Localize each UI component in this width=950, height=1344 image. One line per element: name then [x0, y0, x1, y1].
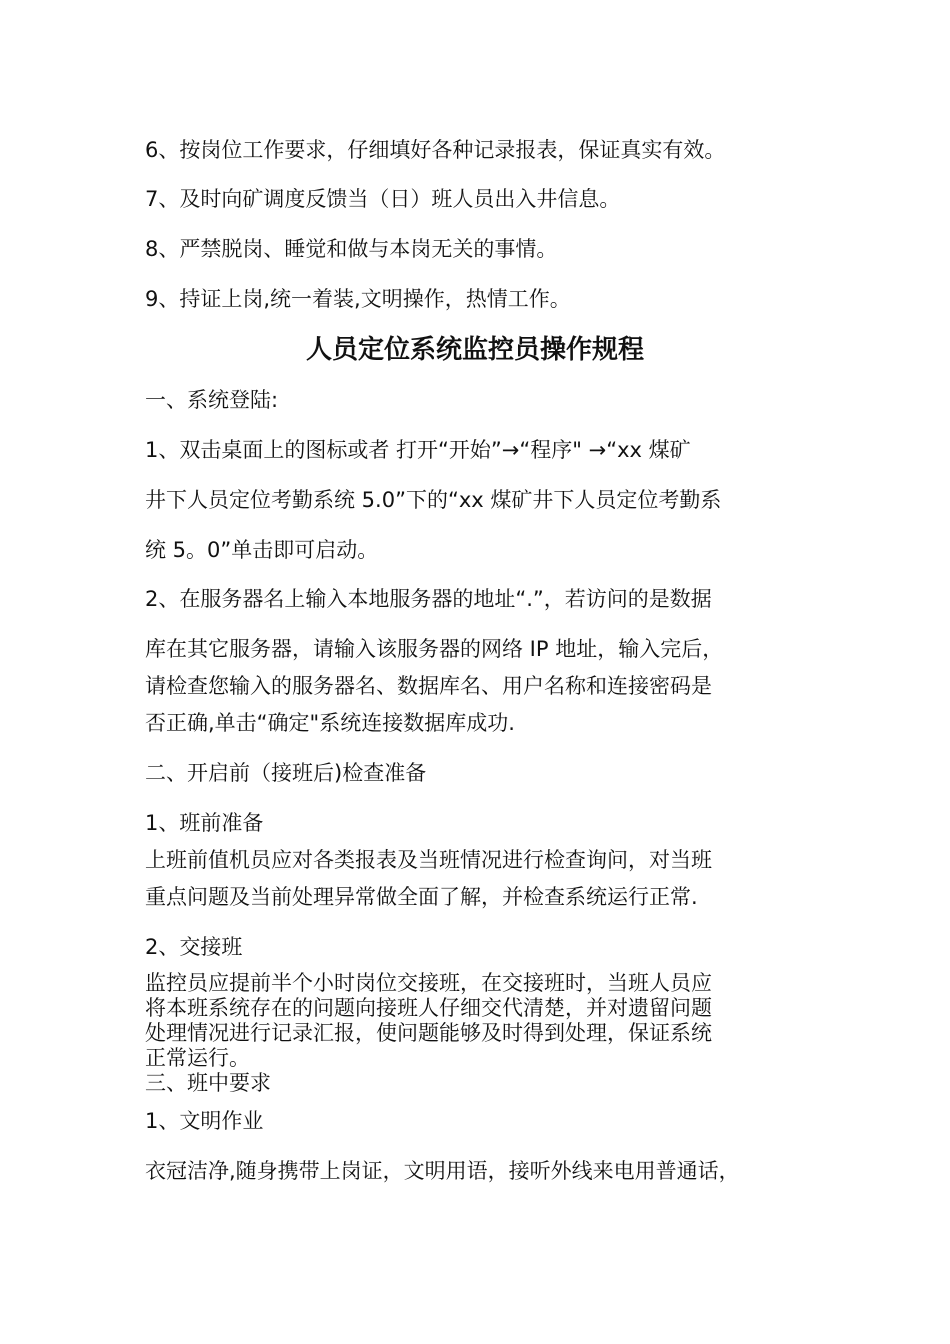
section-3-heading: 三、班中要求	[145, 1071, 271, 1095]
section-3-sub-1-heading: 1、文明作业	[145, 1109, 264, 1133]
list-item-6: 6、按岗位工作要求，仔细填好各种记录报表，保证真实有效。	[145, 138, 726, 162]
section-1-heading: 一、系统登陆:	[145, 388, 279, 412]
step-2-line-2: 库在其它服务器，请输入该服务器的网络 IP 地址，输入完后，	[145, 637, 724, 661]
list-item-7: 7、及时向矿调度反馈当（日）班人员出入井信息。	[145, 187, 621, 211]
step-2-line-3: 请检查您输入的服务器名、数据库名、用户名称和连接密码是	[145, 674, 712, 698]
section-3-sub-1-line-1: 衣冠洁净,随身携带上岗证，文明用语，接听外线来电用普通话，	[145, 1159, 740, 1183]
section-2-sub-1-heading: 1、班前准备	[145, 811, 264, 835]
step-2-line-4: 否正确,单击“确定"系统连接数据库成功.	[145, 711, 515, 735]
section-2-sub-2-line-4: 正常运行。	[145, 1046, 250, 1070]
step-1-line-3: 统 5。0”单击即可启动。	[145, 538, 379, 562]
section-2-sub-1-line-2: 重点问题及当前处理异常做全面了解，并检查系统运行正常.	[145, 885, 698, 909]
step-1-line-1: 1、双击桌面上的图标或者 打开“开始”→“程序" →“xx 煤矿	[145, 438, 691, 462]
section-2-sub-2-line-3: 处理情况进行记录汇报，使问题能够及时得到处理，保证系统	[145, 1021, 712, 1045]
section-2-sub-1-line-1: 上班前值机员应对各类报表及当班情况进行检查询问，对当班	[145, 848, 712, 872]
section-2-heading: 二、开启前（接班后)检查准备	[145, 761, 427, 785]
section-2-sub-2-line-1: 监控员应提前半个小时岗位交接班，在交接班时，当班人员应	[145, 971, 712, 995]
document-title: 人员定位系统监控员操作规程	[305, 335, 644, 365]
list-item-9: 9、持证上岗,统一着装,文明操作，热情工作。	[145, 287, 571, 311]
section-2-sub-2-heading: 2、交接班	[145, 935, 243, 959]
section-2-sub-2-line-2: 将本班系统存在的问题向接班人仔细交代清楚，并对遗留问题	[145, 996, 712, 1020]
step-1-line-2: 井下人员定位考勤系统 5.0”下的“xx 煤矿井下人员定位考勤系	[145, 488, 722, 512]
step-2-line-1: 2、在服务器名上输入本地服务器的地址“.”，若访问的是数据	[145, 587, 712, 611]
list-item-8: 8、严禁脱岗、睡觉和做与本岗无关的事情。	[145, 237, 558, 261]
